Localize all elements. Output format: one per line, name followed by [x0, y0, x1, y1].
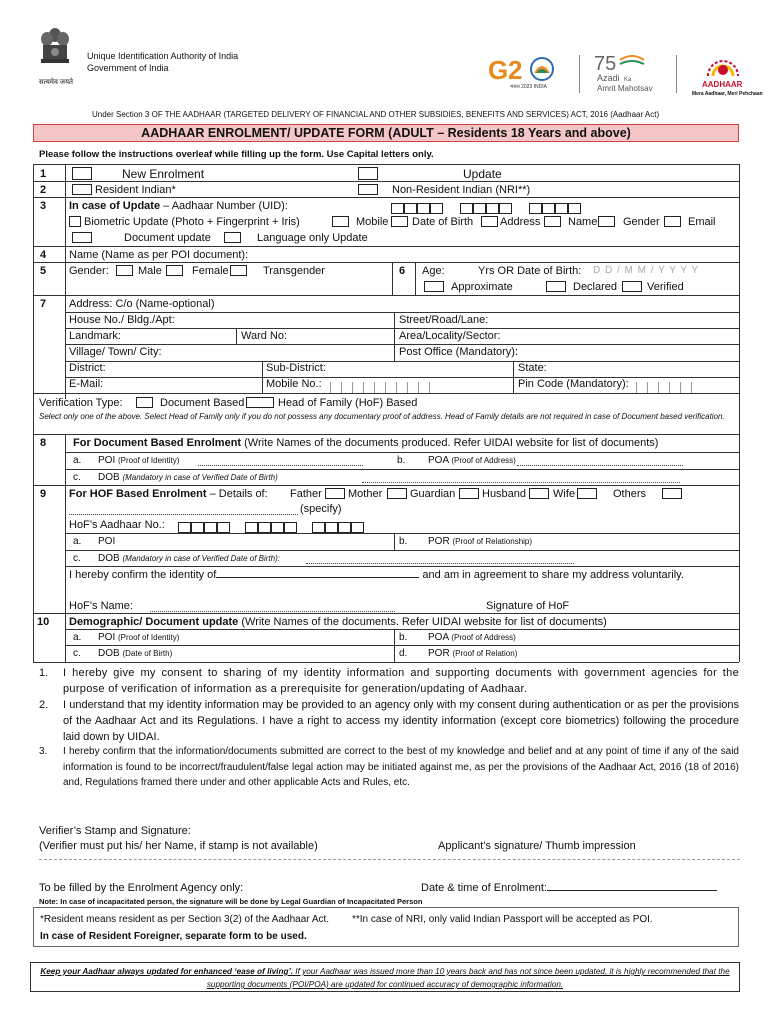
grid-line-r9-mid — [394, 533, 395, 550]
aadhaar-tagline: Mera Aadhaar, Meri Pehchaan — [692, 91, 763, 97]
grid-line-a6 — [33, 393, 739, 394]
incapacitated-note: Note: In case of incapacitated person, the signature will be done by Legal Guardian of Incapacitated Person — [39, 897, 423, 906]
husband-checkbox[interactable] — [529, 488, 549, 499]
doc-based-label: Document Based — [160, 397, 245, 409]
grid-line-a3 — [65, 344, 739, 345]
nri-checkbox[interactable] — [358, 184, 378, 195]
guardian-label: Guardian — [410, 488, 456, 500]
r10-b-label: b. — [399, 632, 408, 643]
language-update-checkbox[interactable] — [224, 232, 241, 243]
hof-enrolment-heading: For HOF Based Enrolment – Details of: — [69, 488, 268, 500]
grid-line-a1 — [65, 312, 739, 313]
row-8-number: 8 — [40, 437, 47, 449]
applicant-signature-label: Applicant’s signature/ Thumb impression — [438, 840, 636, 852]
father-checkbox[interactable] — [325, 488, 345, 499]
consent-2: 2. I understand that my identity information may be provided to an agency only with my consent during authentication or as per the provisions of the Aadhaar Act and its Regulations. I have a right to access my identity information (except core biometrics) following the procedure laid down by UIDAI. — [39, 699, 739, 743]
svg-text:75: 75 — [594, 53, 617, 75]
r8-poa-label: POA (Proof of Address) — [428, 455, 516, 466]
r9-poi-label: POI — [98, 536, 116, 547]
verified-checkbox[interactable] — [622, 281, 642, 292]
row-7-number: 7 — [40, 298, 47, 310]
biometric-checkbox[interactable] — [69, 216, 81, 227]
name-poi-label: Name (Name as per POI document): — [69, 249, 249, 261]
male-label: Male — [138, 265, 162, 277]
enrolment-datetime-label: Date & time of Enrolment: — [421, 882, 717, 894]
verified-label: Verified — [647, 281, 684, 293]
new-enrolment-label: New Enrolment — [122, 167, 205, 181]
nri-note: **In case of NRI, only valid Indian Passport will be accepted as POI. — [352, 914, 653, 925]
mobile-update-checkbox[interactable] — [332, 216, 349, 227]
row-5-number: 5 — [40, 265, 47, 277]
update-label: Update — [463, 167, 502, 181]
dob-update-checkbox[interactable] — [391, 216, 408, 227]
grid-line-r10 — [33, 613, 739, 614]
uid-label: In case of Update – Aadhaar Number (UID): — [69, 200, 288, 212]
nri-label: Non-Resident Indian (NRI**) — [392, 184, 531, 196]
address-co-label: Address: C/o (Name-optional) — [69, 298, 215, 310]
r8-poi-input[interactable] — [198, 456, 363, 466]
document-update-label: Document update — [124, 232, 211, 244]
agency-label: To be filled by the Enrolment Agency only: — [39, 882, 244, 894]
pin-code-label: Pin Code (Mandatory): — [518, 378, 629, 390]
grid-line-r4 — [33, 262, 739, 263]
ward-label: Ward No: — [241, 330, 288, 342]
grid-line-r3 — [33, 246, 739, 247]
specify-label: (specify) — [300, 503, 342, 515]
r8-poi-label: POI (Proof of Identity) — [98, 455, 180, 466]
grid-line-r8 — [33, 434, 739, 435]
village-label: Village/ Town/ City: — [69, 346, 162, 358]
authority-name: Unique Identification Authority of India — [87, 51, 239, 61]
house-label: House No./ Bldg./Apt: — [69, 314, 175, 326]
post-office-label: Post Office (Mandatory): — [399, 346, 519, 358]
instructions: Please follow the instructions overleaf while filling up the form. Use Capital letters only. — [39, 149, 434, 160]
name-update-label: Name — [568, 216, 598, 228]
grid-line-top — [33, 164, 739, 165]
hof-signature-label: Signature of HoF — [486, 600, 570, 612]
female-checkbox[interactable] — [166, 265, 183, 276]
grid-line-r10c — [33, 662, 739, 663]
state-label: State: — [518, 362, 547, 374]
specify-input[interactable] — [69, 505, 298, 515]
husband-label: Husband — [482, 488, 527, 500]
verifier-stamp-label: Verifier’s Stamp and Signature: — [39, 825, 191, 837]
dashed-separator — [39, 859, 740, 861]
document-update-checkbox[interactable] — [72, 232, 92, 243]
grid-line-addr-mid — [394, 312, 395, 361]
row-2-number: 2 — [40, 184, 47, 196]
update-checkbox[interactable] — [358, 167, 378, 180]
dob-label: Yrs OR Date of Birth: — [478, 265, 582, 277]
grid-line-r6-left — [392, 262, 393, 295]
email-label: E-Mail: — [69, 378, 104, 390]
consent-1: 1. I hereby give my consent to sharing of my identity information and supporting documents with government agencies for the purpose of verification of information as a prerequisite for generation/updating of Aadhaar. — [39, 667, 739, 695]
dob-update-label: Date of Birth — [412, 216, 474, 228]
transgender-label: Transgender — [263, 265, 325, 277]
hof-based-checkbox[interactable] — [246, 397, 274, 408]
azadi-text-2: Ka — [624, 77, 632, 83]
age-label: Age: — [422, 265, 445, 277]
male-checkbox[interactable] — [116, 265, 133, 276]
mobile-no-input[interactable] — [330, 379, 510, 391]
resident-indian-checkbox[interactable] — [72, 184, 92, 195]
row-6-number: 6 — [399, 265, 406, 277]
address-update-checkbox[interactable] — [481, 216, 498, 227]
aadhaar-label: AADHAAR — [702, 80, 743, 89]
verifier-note: (Verifier must put his/ her Name, if stamp is not available) — [39, 840, 318, 852]
resident-means-note: *Resident means resident as per Section 3(2) of the Aadhaar Act. — [40, 914, 330, 925]
doc-based-checkbox[interactable] — [136, 397, 153, 408]
grid-line-r9 — [33, 485, 739, 486]
grid-line-r8b — [65, 469, 739, 470]
email-update-checkbox[interactable] — [664, 216, 681, 227]
r10-poi-label: POI (Proof of Identity) — [98, 632, 180, 643]
grid-line-num-col — [65, 164, 66, 399]
r8-b-label: b. — [397, 455, 406, 466]
approximate-checkbox[interactable] — [424, 281, 444, 292]
authority-gov: Government of India — [87, 63, 169, 73]
grid-line-ward — [236, 328, 237, 344]
r9-c-label: c. — [73, 553, 81, 564]
grid-line-a5 — [65, 377, 739, 378]
declared-label: Declared — [573, 281, 618, 293]
row-1-number: 1 — [40, 168, 47, 180]
hof-aadhaar-label: HoF’s Aadhaar No.: — [69, 519, 165, 531]
r10-d-label: d. — [399, 648, 408, 659]
others-checkbox[interactable] — [662, 488, 682, 499]
others-label: Others — [613, 488, 647, 500]
mother-label: Mother — [348, 488, 383, 500]
row-10-number: 10 — [37, 616, 50, 628]
r8-c-label: c. — [73, 472, 81, 483]
mother-checkbox[interactable] — [387, 488, 407, 499]
gender-update-checkbox[interactable] — [598, 216, 615, 227]
svg-text:G: G — [488, 55, 509, 85]
grid-line-r9b — [65, 550, 739, 551]
r9-b-label: b. — [399, 536, 408, 547]
confirm-identity-text: I hereby confirm the identity of and am in agreement to share my address voluntarily. — [69, 569, 684, 581]
azadi-text-3: Amrit Mahotsav — [597, 84, 653, 93]
emblem-logo — [36, 25, 74, 75]
row-4-number: 4 — [40, 249, 47, 261]
dob-format-input[interactable]: D D / M M / Y Y Y Y — [593, 265, 700, 276]
sub-district-label: Sub-District: — [266, 362, 326, 374]
area-label: Area/Locality/Sector: — [399, 330, 501, 342]
wife-label: Wife — [553, 488, 575, 500]
footer-note: Keep your Aadhaar always updated for enhanced ‘ease of living’. If your Aadhaar was issued more than 10 years back and has not since been updated, it is highly recommended that the supporting documents (POI/POA) are updated for continued accuracy of demographic information. — [30, 962, 740, 992]
grid-line-left — [33, 164, 34, 662]
azadi-text-1: Azadi — [597, 73, 620, 83]
hof-name-input[interactable] — [150, 602, 395, 612]
aadhaar-logo — [700, 46, 746, 82]
gender-label: Gender: — [69, 265, 109, 277]
street-label: Street/Road/Lane: — [399, 314, 489, 326]
language-update-label: Language only Update — [257, 232, 368, 244]
svg-text:2: 2 — [508, 55, 523, 85]
grid-line-r9a — [65, 533, 739, 534]
foreigner-note: In case of Resident Foreigner, separate form to be used. — [40, 931, 307, 942]
approximate-label: Approximate — [451, 281, 513, 293]
transgender-checkbox[interactable] — [230, 265, 247, 276]
address-update-label: Address — [500, 216, 541, 228]
r9-dob-input[interactable] — [306, 554, 574, 564]
r10-a-label: a. — [73, 632, 82, 643]
grid-line-r1 — [33, 181, 739, 182]
r10-dob-label: DOB (Date of Birth) — [98, 648, 173, 659]
r8-dob-input[interactable] — [362, 473, 680, 483]
r9-dob-label: DOB (Mandatory in case of Verified Date of Birth): — [98, 553, 281, 564]
r9-por-label: POR (Proof of Relationship) — [428, 536, 533, 547]
gender-update-label: Gender — [623, 216, 660, 228]
emblem-caption: सत्यमेव जयते — [38, 79, 74, 86]
wife-checkbox[interactable] — [577, 488, 597, 499]
verification-type-label: Verification Type: — [39, 397, 123, 409]
grid-line-r8a — [65, 452, 739, 453]
email-update-label: Email — [688, 216, 716, 228]
grid-line-r5 — [33, 295, 739, 296]
r10-poa-label: POA (Proof of Address) — [428, 632, 516, 643]
mobile-update-label: Mobile — [356, 216, 389, 228]
guardian-checkbox[interactable] — [459, 488, 479, 499]
hof-based-label: Head of Family (HoF) Based — [278, 397, 418, 409]
grid-line-right — [739, 164, 740, 662]
name-update-checkbox[interactable] — [544, 216, 561, 227]
row-9-number: 9 — [40, 488, 47, 500]
pin-code-input[interactable] — [636, 379, 736, 391]
demo-update-heading: Demographic/ Document update (Write Names of the documents. Refer UIDAI website for list of documents) — [69, 616, 607, 628]
header-divider-1 — [579, 55, 580, 93]
grid-line-r9c — [65, 566, 739, 567]
grid-line-r6-right — [415, 262, 416, 295]
r8-dob-label: DOB (Mandatory in case of Verified Date of Birth) — [98, 472, 278, 483]
grid-line-a2 — [65, 328, 739, 329]
father-label: Father — [290, 488, 322, 500]
act-line: Under Section 3 OF THE AADHAAR (TARGETED DELIVERY OF FINANCIAL AND OTHER SUBSIDIES, BENEFITS AND SERVICES) ACT, 2016 (Aadhaar Act) — [92, 110, 660, 119]
consent-3: 3. I hereby confirm that the information/documents submitted are correct to the best of my knowledge and belief and at any point of time if any of the said information is found to be incorrect/fraudulent/false legal action may be initiated against me, as per the provisions of the Aadhaar Act, 2016 (18 of 2016) and, Regulations framed there under and other applicable Acts and Rules, etc. — [39, 746, 739, 788]
declared-checkbox[interactable] — [546, 281, 566, 292]
hof-aadhaar-boxes[interactable] — [178, 519, 364, 537]
female-label: Female — [192, 265, 229, 277]
r8-poa-input[interactable] — [517, 456, 683, 466]
r9-a-label: a. — [73, 536, 82, 547]
header-divider-2 — [676, 55, 677, 93]
row-3-number: 3 — [40, 200, 47, 212]
hof-name-label: HoF’s Name: — [69, 600, 133, 612]
g20-subtitle: भारत 2023 INDIA — [510, 84, 547, 90]
district-label: District: — [69, 362, 106, 374]
biometric-label: Biometric Update (Photo + Fingerprint + Iris) — [84, 216, 300, 228]
doc-enrolment-heading: For Document Based Enrolment (Write Names of the documents produced. Refer UIDAI website for list of documents) — [73, 437, 659, 449]
select-note: Select only one of the above. Select Head of Family only if you do not possess any documentary proof of address. Head of Family details are not required in case of Document based verification. — [39, 412, 725, 421]
grid-line-a4 — [65, 361, 739, 362]
new-enrolment-checkbox[interactable] — [72, 167, 92, 180]
resident-indian-label: Resident Indian* — [95, 184, 176, 196]
grid-line-r10b — [65, 645, 739, 646]
grid-line-r10a — [65, 629, 739, 630]
form-title: AADHAAR ENROLMENT/ UPDATE FORM (ADULT – Residents 18 Years and above) — [33, 124, 739, 142]
mobile-no-label: Mobile No.: — [266, 378, 322, 390]
grid-line-r2 — [33, 197, 739, 198]
r10-c-label: c. — [73, 648, 81, 659]
r10-por-label: POR (Proof of Relation) — [428, 648, 518, 659]
r8-a-label: a. — [73, 455, 82, 466]
landmark-label: Landmark: — [69, 330, 121, 342]
